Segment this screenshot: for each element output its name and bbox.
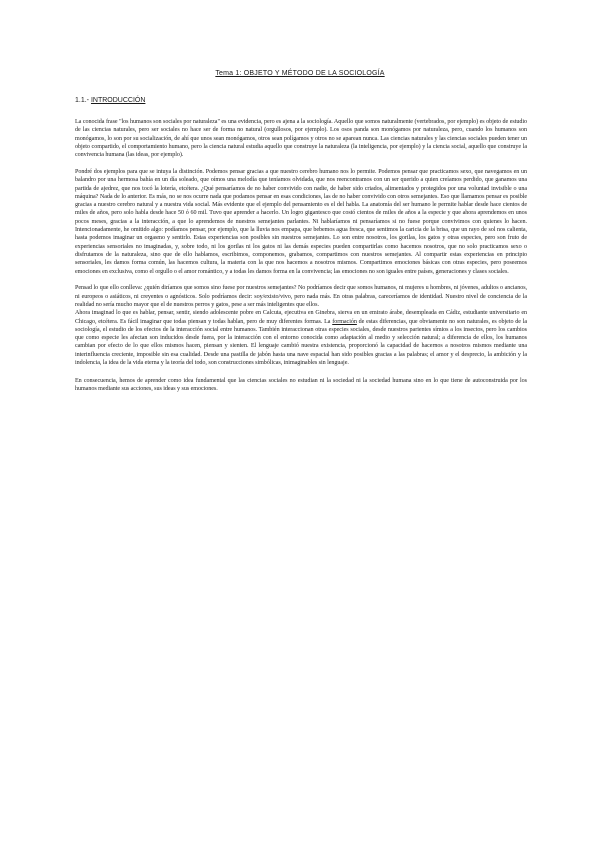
- paragraph-3: Pensad lo que ello conlleva: ¿quién diríamos que somos sino fuese por nuestros semejantes? No podríamos decir que somos humanos, ni mujeres u hombres, ni jóvenes, adultos o ancianos, ni europeos o asiáticos, ni creyentes o agnósticos. Solo podríamos decir: soy/existo/vivo, pero nada más. En otras palabras, careceríamos de identidad. Nuestro nivel de conciencia de la realidad no sería mucho mayor que el de nuestros perros y gatos, pese a ser más inteligentes que ellos.: [75, 285, 527, 308]
- body-text: [75, 118, 527, 393]
- underlined-word: formación: [332, 318, 357, 325]
- page-title: Tema 1: OBJETO Y MÉTODO DE LA SOCIOLOGÍA: [215, 70, 385, 77]
- paragraph-5: En consecuencia, hemos de aprender como idea fundamental que las ciencias sociales no estudian ni la sociedad ni la sociedad humana sino en lo que tiene de autoconstruida por los humanos mediante sus acciones, sus ideas y sus emociones.: [75, 377, 527, 393]
- section-heading: [75, 97, 145, 104]
- paragraph-4: Ahora imaginad lo que es hablar, pensar, sentir, siendo adolescente pobre en Calcuta, ejecutiva en Ginebra, sierva en un emirato árabe, desempleada en Cádiz, estudiante universitario en Chicago, etcétera. Es fácil imaginar que todas piensan y todas hablan, pero de muy diferentes formas. La formación de estas diferencias, que obviamente no son naturales, es objeto de la sociología, el estudio de los efectos de la interacción social entre humanos. También interaccionan otras especies sociales, desde nuestros parientes símios a los insectos, pero los cambios que como especie les afectan son inducidos desde fuera, por la interacción con el entorno conocida como adaptación al medio y selección natural; a diferencia de ellos, los humanos cambian por efecto de lo que ellos mismos hacen, piensan y sienten. El lenguaje cambió nuestra existencia, proporcionó la capacidad de hacernos a nosotros mismos mediante una interinfluencia creciente, imposible sin esa cualidad. Desde una pastilla de jabón hasta una nave espacial han sido posibles gracias a las palabras; el amor y el desprecio, la ambición y la indolencia, la idea de la vida eterna y la teoría del todo, son construcciones simbólicas, inimaginables sin lenguaje.: [75, 310, 528, 367]
- paragraph-1: La conocida frase "los humanos son sociales por naturaleza" es una evidencia, pero es ajena a la sociología. Aquello que somos naturalmente (vertebrados, por ejemplo) es objeto de estudio de las ciencias naturales, pero ser sociales no hace ser de forma no natural (orgullosos, por ejemplo). Los osos panda son monógamos por naturaleza, pero, cuando los humanos son monógamos, lo son por su socialización, de ahí que unos sean monógamos, otros sean polígamos y otros no se aparean nunca. Las ciencias naturales y las ciencias sociales pueden tener un objeto compartido, el comportamiento humano, pero la ciencia natural estudia aquello que construye la naturaleza (la inteligencia, por ejemplo) y la ciencia social, aquello que construye la convivencia humana (las ideas, por ejemplo).: [75, 119, 527, 159]
- section-title: INTRODUCCIÓN: [90, 97, 146, 104]
- section-number: 1.1.-: [75, 97, 90, 104]
- paragraph-2: Pondré dos ejemplos para que se intuya la distinción. Podemos pensar gracias a que nuestro cerebro humano nos lo permite. Podemos pensar que practicamos sexo, que navegamos en un balandro por una hermosa bahía en un día soleado, que oímos una melodía que teníamos olvidada, que nos reencontramos con un ser querido a quien creíamos perdido, que ganamos una partida de ajedrez, que nos tocó la lotería, etcétera. ¿Qué pensaríamos de no haber convivido con nadie, de haber sido criados, alimentados y protegidos por una voluntad invisible o una máquina? Nada de lo anterior. Es más, no se nos ocurre nada que podamos pensar en esas condiciones, las de no haber convivido con otros semejantes. Eso que llamamos pensar es posible gracias a nuestro cerebro natural y a nuestra vida social. Más evidente que el ejemplo del pensamiento es el del habla. La anatomía del ser humano le permite hablar desde hace cientos de miles de años, pero solo habla desde hace 50 ó 60 mil. Tuvo que aprender a hacerlo. Un logro gigantesco que costó cientos de miles de años a la especie y que ahora aprendemos en unos pocos meses, gracias a la interacción, a que lo aprendemos de nuestros semejantes parlantes. Ni hablaríamos ni pensaríamos si no fuese porque convivimos con quienes lo hacen. Intencionadamente, he omitido algo: podíamos pensar, por ejemplo, que la lluvia nos empapa, que bebemos agua fresca, que sentimos la caricia de la brisa, que un rayo de sol nos calienta, hasta podemos imaginar un orgasmo y sentirlo. Estas experiencias son posibles sin nuestros semejantes. Lo son entre nosotros, los gorilas, los gatos y otras especies, pero son fruto de experiencias sensoriales no imaginadas, y, sobre todo, ni los gorilas ni los gatos ni las demás especies pueden compartirlas como hacemos nosotros, que no solo practicamos sexo o disfrutamos de la naturaleza, sino que de ello hablamos, escribimos, componemos, grabamos, compartimos con nuestros semejantes. Al compartir estas experiencias en principio sensoriales, les damos forma común, las hacemos cultura, la materia con la que nos hacemos a nosotros mismos. Compartimos emociones básicas con otras especies, pero poseemos emociones en exclusiva, como el orgullo o el amor romántico, y a todas les damos forma en la convivencia; las emociones no son iguales entre países, generaciones y clases sociales.: [75, 168, 527, 275]
